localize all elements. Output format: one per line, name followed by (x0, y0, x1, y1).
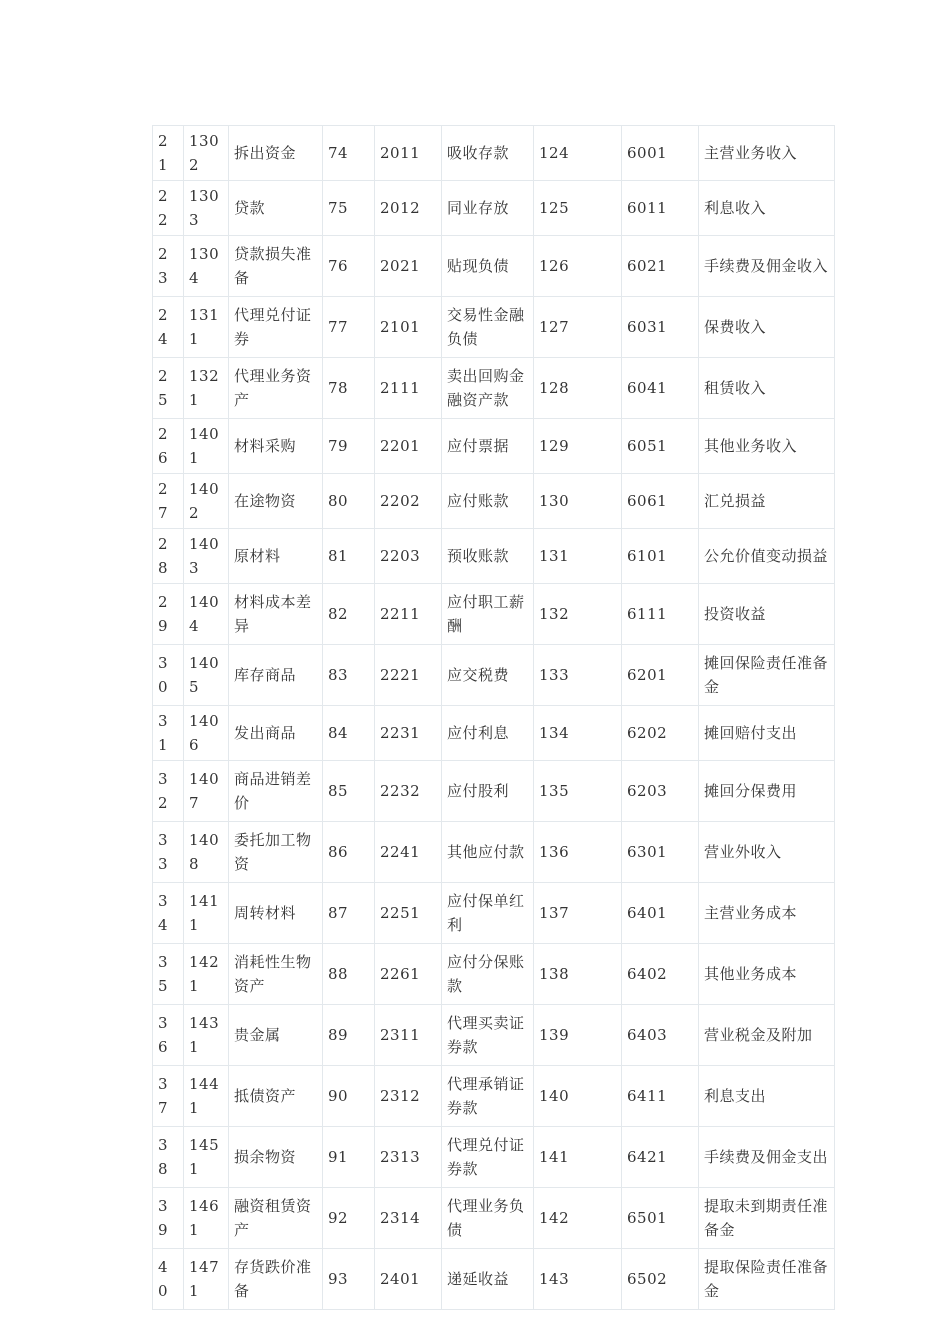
row-number-cell: 30 (153, 645, 184, 706)
profit-loss-code-cell: 6101 (622, 529, 699, 584)
liability-code-cell: 2211 (375, 584, 442, 645)
table-row (153, 529, 835, 584)
profit-loss-name-cell: 公允价值变动损益 (699, 529, 835, 584)
row-number-cell: 88 (323, 944, 375, 1005)
table-row (153, 822, 835, 883)
asset-name-cell: 发出商品 (229, 706, 323, 761)
row-number-cell: 133 (534, 645, 622, 706)
asset-code-cell: 1421 (184, 944, 229, 1005)
asset-code-cell: 1431 (184, 1005, 229, 1066)
liability-name-cell: 代理业务负债 (442, 1188, 534, 1249)
liability-name-cell: 贴现负债 (442, 236, 534, 297)
row-number-cell: 93 (323, 1249, 375, 1310)
liability-name-cell: 代理兑付证券款 (442, 1127, 534, 1188)
profit-loss-code-cell: 6402 (622, 944, 699, 1005)
row-number-cell: 85 (323, 761, 375, 822)
row-number-cell: 92 (323, 1188, 375, 1249)
liability-code-cell: 2313 (375, 1127, 442, 1188)
asset-code-cell: 1405 (184, 645, 229, 706)
row-number-cell: 132 (534, 584, 622, 645)
row-number-cell: 24 (153, 297, 184, 358)
profit-loss-code-cell: 6502 (622, 1249, 699, 1310)
profit-loss-name-cell: 摊回分保费用 (699, 761, 835, 822)
profit-loss-name-cell: 利息收入 (699, 181, 835, 236)
row-number-cell: 74 (323, 126, 375, 181)
profit-loss-code-cell: 6021 (622, 236, 699, 297)
row-number-cell: 28 (153, 529, 184, 584)
asset-name-cell: 贷款 (229, 181, 323, 236)
profit-loss-name-cell: 摊回赔付支出 (699, 706, 835, 761)
row-number-cell: 86 (323, 822, 375, 883)
table-body (153, 126, 835, 1310)
row-number-cell: 131 (534, 529, 622, 584)
asset-name-cell: 代理业务资产 (229, 358, 323, 419)
table-row (153, 1127, 835, 1188)
table-row (153, 584, 835, 645)
asset-name-cell: 抵债资产 (229, 1066, 323, 1127)
asset-code-cell: 1402 (184, 474, 229, 529)
row-number-cell: 22 (153, 181, 184, 236)
row-number-cell: 91 (323, 1127, 375, 1188)
liability-name-cell: 应付票据 (442, 419, 534, 474)
asset-code-cell: 1321 (184, 358, 229, 419)
asset-code-cell: 1461 (184, 1188, 229, 1249)
profit-loss-name-cell: 投资收益 (699, 584, 835, 645)
profit-loss-name-cell: 其他业务成本 (699, 944, 835, 1005)
row-number-cell: 90 (323, 1066, 375, 1127)
profit-loss-code-cell: 6403 (622, 1005, 699, 1066)
row-number-cell: 142 (534, 1188, 622, 1249)
table-row (153, 297, 835, 358)
profit-loss-code-cell: 6061 (622, 474, 699, 529)
row-number-cell: 27 (153, 474, 184, 529)
table-row (153, 761, 835, 822)
table-row (153, 944, 835, 1005)
asset-name-cell: 损余物资 (229, 1127, 323, 1188)
asset-code-cell: 1407 (184, 761, 229, 822)
asset-name-cell: 库存商品 (229, 645, 323, 706)
liability-name-cell: 应付股利 (442, 761, 534, 822)
asset-code-cell: 1302 (184, 126, 229, 181)
liability-name-cell: 代理承销证券款 (442, 1066, 534, 1127)
liability-name-cell: 吸收存款 (442, 126, 534, 181)
row-number-cell: 138 (534, 944, 622, 1005)
asset-code-cell: 1404 (184, 584, 229, 645)
asset-name-cell: 拆出资金 (229, 126, 323, 181)
liability-name-cell: 应付利息 (442, 706, 534, 761)
row-number-cell: 23 (153, 236, 184, 297)
table-row (153, 706, 835, 761)
liability-code-cell: 2314 (375, 1188, 442, 1249)
profit-loss-name-cell: 手续费及佣金支出 (699, 1127, 835, 1188)
profit-loss-name-cell: 租赁收入 (699, 358, 835, 419)
asset-name-cell: 贷款损失准备 (229, 236, 323, 297)
liability-name-cell: 递延收益 (442, 1249, 534, 1310)
row-number-cell: 38 (153, 1127, 184, 1188)
liability-code-cell: 2111 (375, 358, 442, 419)
asset-code-cell: 1441 (184, 1066, 229, 1127)
asset-name-cell: 代理兑付证券 (229, 297, 323, 358)
profit-loss-name-cell: 营业税金及附加 (699, 1005, 835, 1066)
profit-loss-code-cell: 6041 (622, 358, 699, 419)
liability-name-cell: 其他应付款 (442, 822, 534, 883)
asset-name-cell: 原材料 (229, 529, 323, 584)
row-number-cell: 78 (323, 358, 375, 419)
row-number-cell: 26 (153, 419, 184, 474)
asset-name-cell: 商品进销差价 (229, 761, 323, 822)
asset-name-cell: 材料采购 (229, 419, 323, 474)
account-code-table (152, 125, 835, 1310)
row-number-cell: 143 (534, 1249, 622, 1310)
liability-name-cell: 交易性金融负债 (442, 297, 534, 358)
asset-code-cell: 1401 (184, 419, 229, 474)
profit-loss-code-cell: 6501 (622, 1188, 699, 1249)
profit-loss-code-cell: 6001 (622, 126, 699, 181)
row-number-cell: 34 (153, 883, 184, 944)
profit-loss-code-cell: 6421 (622, 1127, 699, 1188)
row-number-cell: 80 (323, 474, 375, 529)
asset-name-cell: 融资租赁资产 (229, 1188, 323, 1249)
liability-code-cell: 2012 (375, 181, 442, 236)
table-row (153, 126, 835, 181)
table-row (153, 236, 835, 297)
profit-loss-name-cell: 提取保险责任准备金 (699, 1249, 835, 1310)
row-number-cell: 29 (153, 584, 184, 645)
row-number-cell: 124 (534, 126, 622, 181)
asset-name-cell: 委托加工物资 (229, 822, 323, 883)
row-number-cell: 130 (534, 474, 622, 529)
profit-loss-code-cell: 6011 (622, 181, 699, 236)
liability-code-cell: 2101 (375, 297, 442, 358)
profit-loss-code-cell: 6301 (622, 822, 699, 883)
liability-code-cell: 2011 (375, 126, 442, 181)
table-row (153, 1188, 835, 1249)
row-number-cell: 83 (323, 645, 375, 706)
liability-code-cell: 2203 (375, 529, 442, 584)
profit-loss-name-cell: 主营业务收入 (699, 126, 835, 181)
row-number-cell: 40 (153, 1249, 184, 1310)
asset-name-cell: 消耗性生物资产 (229, 944, 323, 1005)
table-row (153, 645, 835, 706)
row-number-cell: 77 (323, 297, 375, 358)
table-row (153, 1005, 835, 1066)
profit-loss-name-cell: 汇兑损益 (699, 474, 835, 529)
row-number-cell: 82 (323, 584, 375, 645)
liability-code-cell: 2221 (375, 645, 442, 706)
table-row (153, 419, 835, 474)
row-number-cell: 21 (153, 126, 184, 181)
row-number-cell: 137 (534, 883, 622, 944)
row-number-cell: 36 (153, 1005, 184, 1066)
liability-code-cell: 2261 (375, 944, 442, 1005)
profit-loss-code-cell: 6111 (622, 584, 699, 645)
table-row (153, 883, 835, 944)
row-number-cell: 135 (534, 761, 622, 822)
profit-loss-name-cell: 摊回保险责任准备金 (699, 645, 835, 706)
liability-name-cell: 卖出回购金融资产款 (442, 358, 534, 419)
asset-name-cell: 贵金属 (229, 1005, 323, 1066)
asset-code-cell: 1408 (184, 822, 229, 883)
profit-loss-name-cell: 其他业务收入 (699, 419, 835, 474)
row-number-cell: 79 (323, 419, 375, 474)
liability-name-cell: 应付账款 (442, 474, 534, 529)
row-number-cell: 125 (534, 181, 622, 236)
row-number-cell: 31 (153, 706, 184, 761)
asset-code-cell: 1303 (184, 181, 229, 236)
profit-loss-name-cell: 主营业务成本 (699, 883, 835, 944)
liability-code-cell: 2021 (375, 236, 442, 297)
asset-code-cell: 1406 (184, 706, 229, 761)
asset-name-cell: 在途物资 (229, 474, 323, 529)
table-row (153, 181, 835, 236)
profit-loss-code-cell: 6051 (622, 419, 699, 474)
liability-code-cell: 2251 (375, 883, 442, 944)
row-number-cell: 25 (153, 358, 184, 419)
asset-code-cell: 1403 (184, 529, 229, 584)
asset-code-cell: 1304 (184, 236, 229, 297)
profit-loss-name-cell: 利息支出 (699, 1066, 835, 1127)
liability-name-cell: 应付保单红利 (442, 883, 534, 944)
row-number-cell: 141 (534, 1127, 622, 1188)
profit-loss-code-cell: 6401 (622, 883, 699, 944)
asset-name-cell: 周转材料 (229, 883, 323, 944)
row-number-cell: 76 (323, 236, 375, 297)
row-number-cell: 136 (534, 822, 622, 883)
asset-code-cell: 1451 (184, 1127, 229, 1188)
liability-code-cell: 2401 (375, 1249, 442, 1310)
asset-code-cell: 1311 (184, 297, 229, 358)
row-number-cell: 32 (153, 761, 184, 822)
profit-loss-name-cell: 保费收入 (699, 297, 835, 358)
liability-name-cell: 代理买卖证券款 (442, 1005, 534, 1066)
row-number-cell: 140 (534, 1066, 622, 1127)
liability-code-cell: 2201 (375, 419, 442, 474)
profit-loss-code-cell: 6031 (622, 297, 699, 358)
row-number-cell: 134 (534, 706, 622, 761)
profit-loss-code-cell: 6202 (622, 706, 699, 761)
row-number-cell: 129 (534, 419, 622, 474)
row-number-cell: 127 (534, 297, 622, 358)
liability-name-cell: 同业存放 (442, 181, 534, 236)
table-row (153, 1066, 835, 1127)
row-number-cell: 84 (323, 706, 375, 761)
profit-loss-name-cell: 手续费及佣金收入 (699, 236, 835, 297)
liability-name-cell: 应付分保账款 (442, 944, 534, 1005)
liability-code-cell: 2202 (375, 474, 442, 529)
row-number-cell: 37 (153, 1066, 184, 1127)
asset-name-cell: 材料成本差异 (229, 584, 323, 645)
liability-name-cell: 预收账款 (442, 529, 534, 584)
asset-name-cell: 存货跌价准备 (229, 1249, 323, 1310)
table-row (153, 1249, 835, 1310)
asset-code-cell: 1411 (184, 883, 229, 944)
profit-loss-code-cell: 6201 (622, 645, 699, 706)
row-number-cell: 87 (323, 883, 375, 944)
liability-name-cell: 应付职工薪酬 (442, 584, 534, 645)
row-number-cell: 35 (153, 944, 184, 1005)
row-number-cell: 39 (153, 1188, 184, 1249)
table-row (153, 474, 835, 529)
asset-code-cell: 1471 (184, 1249, 229, 1310)
liability-code-cell: 2311 (375, 1005, 442, 1066)
profit-loss-name-cell: 提取未到期责任准备金 (699, 1188, 835, 1249)
row-number-cell: 128 (534, 358, 622, 419)
row-number-cell: 81 (323, 529, 375, 584)
profit-loss-name-cell: 营业外收入 (699, 822, 835, 883)
profit-loss-code-cell: 6203 (622, 761, 699, 822)
liability-code-cell: 2312 (375, 1066, 442, 1127)
row-number-cell: 89 (323, 1005, 375, 1066)
table-row (153, 358, 835, 419)
row-number-cell: 126 (534, 236, 622, 297)
liability-code-cell: 2241 (375, 822, 442, 883)
liability-code-cell: 2232 (375, 761, 442, 822)
liability-code-cell: 2231 (375, 706, 442, 761)
row-number-cell: 139 (534, 1005, 622, 1066)
liability-name-cell: 应交税费 (442, 645, 534, 706)
row-number-cell: 75 (323, 181, 375, 236)
profit-loss-code-cell: 6411 (622, 1066, 699, 1127)
row-number-cell: 33 (153, 822, 184, 883)
